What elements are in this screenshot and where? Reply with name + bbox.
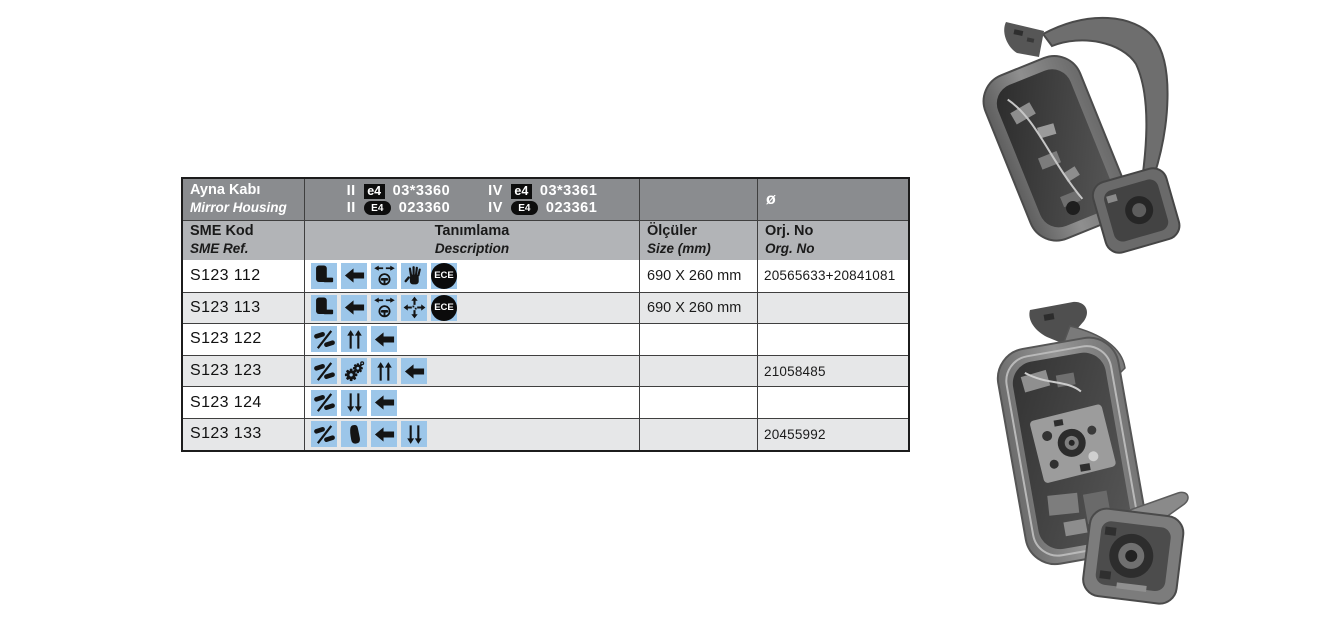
row-sme-code: S123 123 — [183, 356, 305, 387]
arrow-left-icon — [371, 390, 397, 416]
column-header-org-no-en: Org. No — [765, 241, 815, 257]
steering-wheel-icon — [371, 263, 397, 289]
row-org-no: 20455992 — [764, 426, 826, 442]
mirror-housing-illustration-top — [948, 4, 1196, 266]
column-header-size-tr: Ölçüler — [647, 223, 697, 240]
mirror-arm-icon — [311, 358, 337, 384]
row-sme-code: S123 113 — [183, 293, 305, 324]
row-description-icons — [305, 260, 640, 292]
product-photo-mirror-housing-top — [948, 4, 1196, 266]
approval-number: 023360 — [398, 200, 451, 216]
mirror-arm-icon — [311, 326, 337, 352]
table-column-header-row — [183, 220, 908, 260]
row-org-no — [758, 387, 908, 418]
row-size — [640, 356, 758, 387]
column-header-size-en: Size (mm) — [647, 241, 711, 257]
product-photo-mirror-housing-bottom — [952, 296, 1204, 616]
parts-catalog-table — [181, 177, 910, 452]
ece-icon — [431, 263, 457, 289]
mirror-cover-icon — [341, 421, 367, 447]
row-size — [640, 324, 758, 355]
table-row — [183, 418, 908, 450]
approval-line-1 — [347, 183, 598, 199]
approval-group — [488, 200, 597, 216]
e4-square-badge: e4 — [364, 184, 385, 199]
ece-badge: ECE — [431, 263, 457, 289]
steering-wheel-icon — [371, 295, 397, 321]
row-description-icons — [305, 324, 640, 355]
arrows-up-icon — [371, 358, 397, 384]
approval-group — [347, 183, 451, 199]
product-title-tr: Ayna Kabı — [190, 182, 261, 199]
mirror-housing-icon — [311, 295, 337, 321]
row-description-icons — [305, 387, 640, 418]
arrows-down-icon — [341, 390, 367, 416]
approval-numbers-cell — [305, 179, 640, 220]
mirror-housing-illustration-bottom — [952, 296, 1204, 616]
row-description-icons — [305, 419, 640, 450]
approval-class: II — [346, 183, 356, 199]
column-header-org-no — [758, 221, 908, 260]
table-row — [183, 292, 908, 324]
arrows-down-icon — [401, 421, 427, 447]
column-header-description-tr: Tanımlama — [434, 223, 510, 240]
row-sme-code: S123 133 — [183, 419, 305, 450]
row-sme-code: S123 122 — [183, 324, 305, 355]
row-org-no — [758, 293, 908, 324]
approval-class: II — [346, 200, 356, 216]
row-org-no: 20565633+20841081 — [764, 268, 896, 284]
column-header-description-en: Description — [434, 241, 510, 257]
ece-badge: ECE — [431, 295, 457, 321]
arrows-up-icon — [341, 326, 367, 352]
ece-icon — [431, 295, 457, 321]
arrow-left-icon — [371, 421, 397, 447]
row-description-icons — [305, 293, 640, 324]
arrow-left-icon — [401, 358, 427, 384]
mirror-arm-icon — [311, 390, 337, 416]
diameter-symbol: ø — [766, 190, 776, 208]
approval-number: 03*3360 — [392, 183, 451, 199]
table-header-product-row — [183, 179, 908, 220]
arrow-left-icon — [371, 326, 397, 352]
row-sme-code: S123 112 — [183, 260, 305, 292]
row-size — [640, 419, 758, 450]
e4-oval-badge: E4 — [364, 201, 391, 215]
approval-class: IV — [488, 200, 503, 216]
row-size: 690 X 260 mm — [640, 260, 758, 292]
approval-group — [347, 200, 450, 216]
row-org-no — [758, 324, 908, 355]
approval-group — [488, 183, 597, 199]
row-sme-code: S123 124 — [183, 387, 305, 418]
table-body — [183, 260, 908, 450]
column-header-description — [305, 221, 640, 260]
table-row — [183, 355, 908, 387]
arrow-left-icon — [341, 263, 367, 289]
approval-number: 03*3361 — [539, 183, 598, 199]
e4-oval-badge: E4 — [511, 201, 538, 215]
column-header-code-tr: SME Kod — [190, 223, 254, 240]
e4-square-badge: e4 — [511, 184, 532, 199]
row-size: 690 X 260 mm — [640, 293, 758, 324]
row-description-icons — [305, 356, 640, 387]
diameter-symbol-cell — [758, 179, 908, 220]
approval-line-2 — [347, 200, 598, 216]
column-header-code-en: SME Ref. — [190, 241, 249, 257]
gears-icon — [341, 358, 367, 384]
hand-manual-icon — [401, 263, 427, 289]
approval-number: 023361 — [545, 200, 598, 216]
row-org-no: 21058485 — [764, 363, 826, 379]
column-header-size — [640, 221, 758, 260]
table-row — [183, 386, 908, 418]
mirror-arm-icon — [311, 421, 337, 447]
approval-class: IV — [488, 183, 503, 199]
electric-adjust-icon — [401, 295, 427, 321]
column-header-org-no-tr: Orj. No — [765, 223, 814, 240]
header-spacer-cell — [640, 179, 758, 220]
arrow-left-icon — [341, 295, 367, 321]
product-title-cell — [183, 179, 305, 220]
column-header-code — [183, 221, 305, 260]
mirror-housing-icon — [311, 263, 337, 289]
table-row — [183, 260, 908, 292]
product-title-en: Mirror Housing — [190, 200, 287, 216]
table-row — [183, 323, 908, 355]
row-size — [640, 387, 758, 418]
